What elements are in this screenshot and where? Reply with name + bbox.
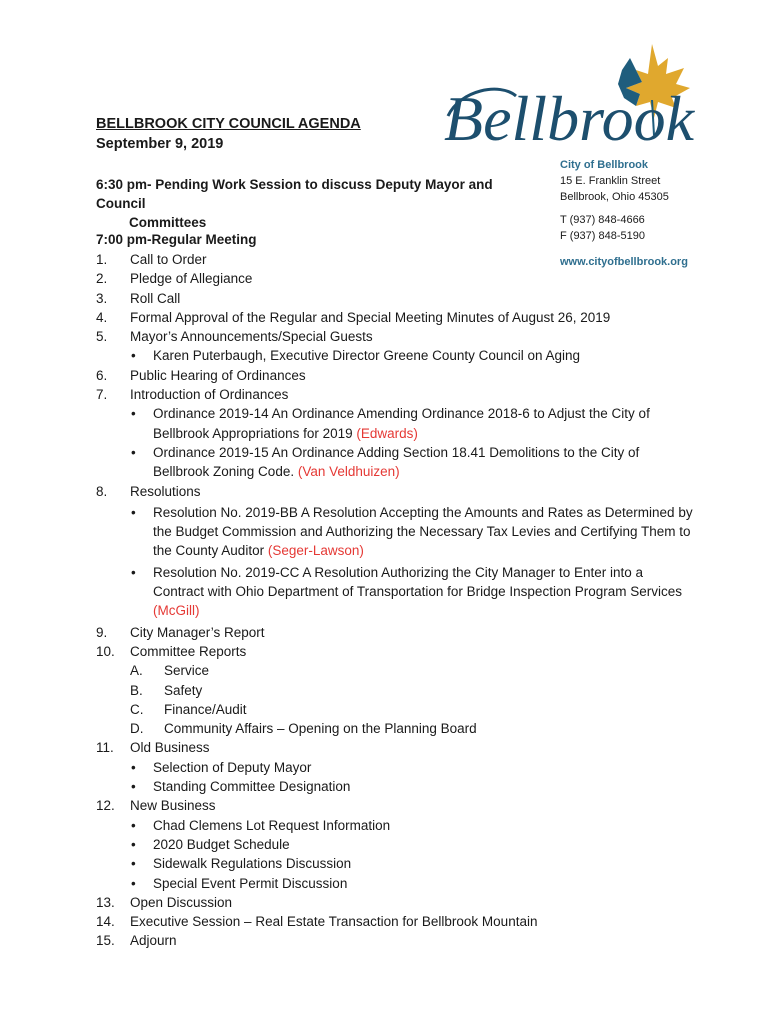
lettered-text: Service — [164, 663, 210, 679]
subitem-text: Standing Committee Designation — [153, 779, 351, 795]
item-text: Call to Order — [130, 252, 207, 267]
lettered-text: Finance/Audit — [164, 701, 247, 717]
work-session-line1: 6:30 pm- Pending Work Session to discuss Deputy Mayor and Council — [96, 177, 493, 211]
item-text: Resolutions — [130, 483, 201, 499]
agenda-subitem — [96, 404, 696, 443]
contact-phone: T (937) 848-4666 — [560, 214, 645, 226]
agenda-item — [96, 385, 696, 404]
agenda-subitem — [96, 346, 696, 365]
item-text: Introduction of Ordinances — [130, 387, 289, 403]
sponsor-name: (Seger-Lawson) — [267, 543, 364, 559]
regular-meeting-heading: 7:00 pm-Regular Meeting — [96, 232, 257, 247]
item-number: 11. — [96, 740, 114, 756]
item-number: 12. — [96, 798, 115, 814]
contact-website-link[interactable]: www.cityofbellbrook.org — [560, 256, 688, 268]
agenda-lettered-item — [96, 681, 696, 700]
agenda-date: September 9, 2019 — [96, 136, 224, 152]
agenda-title: BELLBROOK CITY COUNCIL AGENDA — [96, 116, 361, 132]
agenda-item — [96, 642, 696, 661]
item-letter: C. — [130, 701, 144, 717]
agenda-subitem — [96, 503, 696, 561]
sponsor-name: (McGill) — [153, 603, 200, 619]
contact-fax: F (937) 848-5190 — [560, 230, 645, 242]
item-number: 15. — [96, 933, 115, 949]
subitem-text: Resolution No. 2019-CC A Resolution Authorizing the City Manager to Enter into a Contract with Ohio Department of Transportation for Bridge Inspection Program Services — [153, 564, 682, 600]
agenda-item — [96, 308, 696, 327]
bullet-icon: • — [131, 875, 136, 891]
agenda-subitem — [96, 563, 696, 621]
bullet-icon: • — [131, 817, 136, 833]
item-text: Mayor’s Announcements/Special Guests — [130, 329, 373, 345]
item-letter: A. — [130, 663, 143, 679]
item-number: 13. — [96, 894, 115, 910]
bellbrook-logo-graphic — [440, 40, 730, 150]
subitem-text: 2020 Budget Schedule — [153, 836, 290, 852]
item-number: 5. — [96, 329, 108, 345]
item-text: Roll Call — [130, 290, 181, 306]
item-number: 7. — [96, 387, 108, 403]
subitem-text: Selection of Deputy Mayor — [153, 759, 312, 775]
agenda-item — [96, 623, 696, 642]
subitem-text: Special Event Permit Discussion — [153, 875, 348, 891]
agenda-item — [96, 931, 696, 950]
agenda-lettered-item — [96, 700, 696, 719]
item-text: New Business — [130, 798, 216, 814]
agenda-lettered-item — [96, 719, 696, 738]
bullet-icon: • — [131, 759, 136, 775]
agenda-item — [96, 269, 696, 288]
agenda-item — [96, 738, 696, 757]
item-text: Public Hearing of Ordinances — [130, 367, 306, 383]
bullet-icon: • — [131, 348, 136, 364]
item-number: 4. — [96, 309, 108, 325]
bellbrook-logo — [440, 40, 730, 150]
lettered-text: Safety — [164, 682, 203, 698]
item-number: 6. — [96, 367, 108, 383]
item-letter: D. — [130, 721, 144, 737]
bullet-icon: • — [131, 504, 136, 520]
lettered-text: Community Affairs – Opening on the Planning Board — [164, 721, 477, 737]
subitem-text: Ordinance 2019-14 An Ordinance Amending Ordinance 2018-6 to Adjust the City of Bellbrook Appropriations for 2019 — [153, 406, 650, 441]
item-text: Committee Reports — [130, 643, 247, 659]
agenda-item — [96, 327, 696, 346]
agenda-item — [96, 482, 696, 501]
bullet-icon: • — [131, 406, 136, 422]
item-text: Open Discussion — [130, 894, 233, 910]
item-text: Executive Session – Real Estate Transaction for Bellbrook Mountain — [130, 914, 538, 930]
item-text: Formal Approval of the Regular and Special Meeting Minutes of August 26, 2019 — [130, 309, 611, 325]
bullet-icon: • — [131, 856, 136, 872]
bullet-icon: • — [131, 444, 136, 460]
logo-wordmark: Bellbrook — [444, 83, 694, 150]
bullet-icon: • — [131, 564, 136, 580]
agenda-subitem — [96, 816, 696, 835]
subitem-text: Chad Clemens Lot Request Information — [153, 817, 391, 833]
item-number: 10. — [96, 643, 115, 659]
item-text: Old Business — [130, 740, 210, 756]
sponsor-name: (Edwards) — [356, 425, 418, 441]
agenda-item — [96, 912, 696, 931]
item-number: 8. — [96, 483, 108, 499]
item-number: 9. — [96, 624, 108, 640]
agenda-header — [96, 114, 361, 154]
agenda-item — [96, 366, 696, 385]
agenda-item — [96, 250, 696, 269]
agenda-item — [96, 289, 696, 308]
item-number: 3. — [96, 290, 108, 306]
agenda-item — [96, 796, 696, 815]
contact-city-name: City of Bellbrook — [560, 159, 649, 171]
agenda-subitem — [96, 443, 696, 482]
agenda-subitem — [96, 874, 696, 893]
item-number: 14. — [96, 914, 115, 930]
item-text: Pledge of Allegiance — [130, 271, 253, 287]
contact-city-state: Bellbrook, Ohio 45305 — [560, 191, 669, 203]
item-text: Adjourn — [130, 933, 177, 949]
item-letter: B. — [130, 682, 143, 698]
bullet-icon: • — [131, 836, 136, 852]
subitem-text: Karen Puterbaugh, Executive Director Greene County Council on Aging — [153, 348, 580, 364]
bullet-icon: • — [131, 779, 136, 795]
subitem-text: Resolution No. 2019-BB A Resolution Accepting the Amounts and Rates as Determined by the Budget Commission and Authorizing the Necessary Tax Levies and Certifying Them to the County Auditor — [153, 504, 693, 559]
agenda-item — [96, 893, 696, 912]
contact-street: 15 E. Franklin Street — [560, 175, 661, 187]
item-number: 1. — [96, 252, 108, 267]
subitem-text: Sidewalk Regulations Discussion — [153, 856, 352, 872]
agenda-list — [96, 250, 696, 951]
item-number: 2. — [96, 271, 108, 287]
work-session-line2: Committees — [129, 215, 207, 230]
agenda-lettered-item — [96, 661, 696, 680]
sponsor-name: (Van Veldhuizen) — [297, 464, 400, 480]
agenda-subitem — [96, 758, 696, 777]
subitem-text: Ordinance 2019-15 An Ordinance Adding Section 18.41 Demolitions to the City of Bellbrook Zoning Code. — [153, 444, 640, 480]
work-session — [96, 175, 536, 232]
item-text: City Manager’s Report — [130, 624, 265, 640]
agenda-subitem — [96, 835, 696, 854]
agenda-subitem — [96, 854, 696, 873]
agenda-subitem — [96, 777, 696, 796]
